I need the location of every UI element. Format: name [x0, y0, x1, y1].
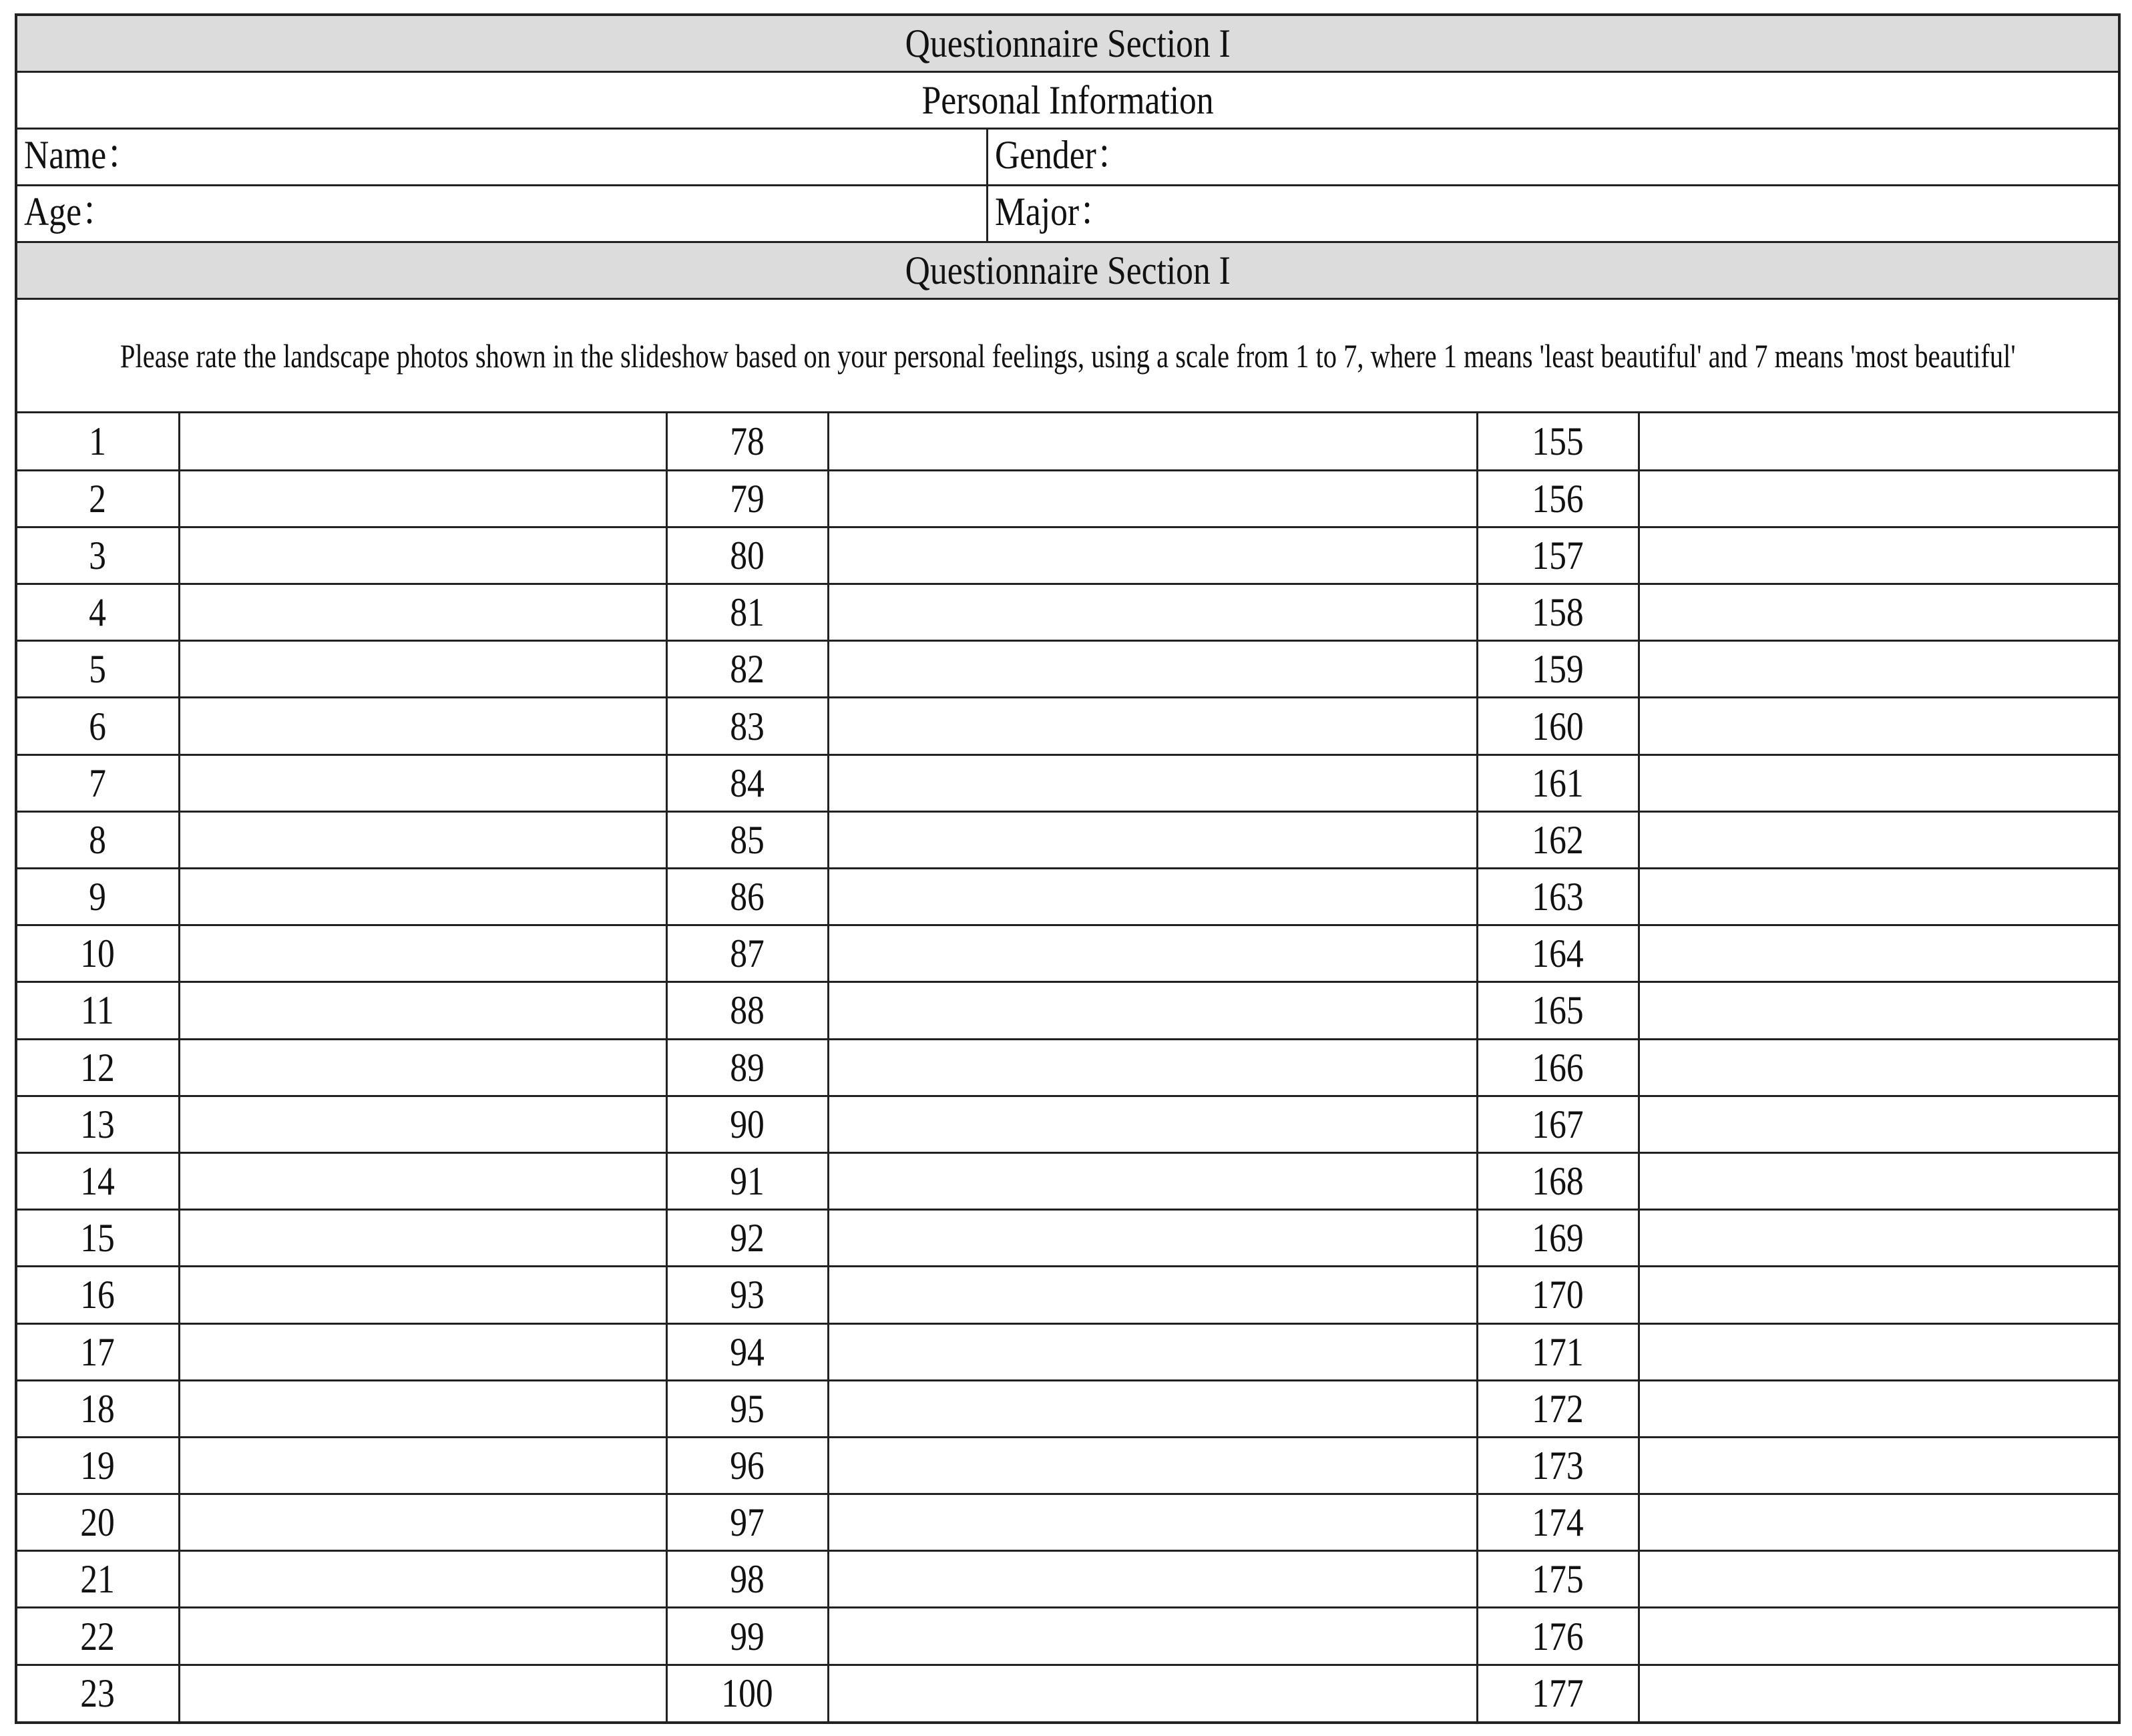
rating-entry-cell[interactable]: [179, 584, 666, 641]
rating-table-body: [17, 413, 2118, 1721]
photo-number: 5: [89, 647, 107, 692]
photo-number: 166: [1532, 1045, 1584, 1090]
photo-number: 170: [1532, 1273, 1584, 1317]
rating-entry-cell[interactable]: [1639, 1096, 2118, 1152]
photo-number: 10: [80, 931, 116, 976]
rating-entry-cell[interactable]: [828, 698, 1477, 754]
table-row: [17, 811, 2118, 868]
photo-number-cell: [666, 584, 828, 641]
photo-number-cell: [1477, 1039, 1639, 1096]
table-row: [17, 1665, 2118, 1721]
photo-number: 3: [89, 533, 107, 578]
photo-number-cell: [1477, 1494, 1639, 1551]
photo-number-cell: [17, 982, 179, 1039]
photo-number-cell: [1477, 1152, 1639, 1209]
personal-info-band: [17, 73, 2118, 130]
photo-number-cell: [17, 1437, 179, 1494]
age-label: Age：: [24, 190, 116, 234]
photo-number: 159: [1532, 647, 1584, 692]
rating-entry-cell[interactable]: [179, 925, 666, 982]
section-title-band-2: [17, 243, 2118, 300]
table-row: [17, 869, 2118, 925]
rating-entry-cell[interactable]: [1639, 1267, 2118, 1323]
photo-number-cell: [17, 698, 179, 754]
photo-number-cell: [17, 1380, 179, 1437]
photo-number: 100: [721, 1671, 773, 1716]
rating-entry-cell[interactable]: [179, 1323, 666, 1380]
instruction-text: Please rate the landscape photos shown in the slideshow based on your personal feelings, using a scale from 1 to 7, where 1 means 'least beautiful' and 7 means 'most beautiful': [120, 337, 2016, 375]
photo-number: 81: [730, 590, 765, 635]
table-row: [17, 641, 2118, 698]
rating-entry-cell[interactable]: [828, 1210, 1477, 1267]
photo-number-cell: [1477, 1210, 1639, 1267]
rating-entry-cell[interactable]: [179, 1551, 666, 1608]
major-label: Major：: [995, 190, 1114, 234]
photo-number: 18: [80, 1386, 116, 1431]
photo-number: 89: [730, 1045, 765, 1090]
photo-number: 21: [80, 1557, 116, 1602]
table-row: [17, 1210, 2118, 1267]
rating-entry-cell[interactable]: [1639, 470, 2118, 527]
table-row: [17, 1608, 2118, 1665]
photo-number: 82: [730, 647, 765, 692]
rating-entry-cell[interactable]: [179, 1380, 666, 1437]
photo-number-cell: [17, 1152, 179, 1209]
photo-number: 99: [730, 1614, 765, 1659]
rating-entry-cell[interactable]: [179, 1494, 666, 1551]
photo-number-cell: [1477, 982, 1639, 1039]
rating-entry-cell[interactable]: [179, 1152, 666, 1209]
photo-number: 163: [1532, 875, 1584, 919]
photo-number-cell: [1477, 1323, 1639, 1380]
photo-number: 19: [80, 1443, 116, 1488]
rating-entry-cell[interactable]: [1639, 1494, 2118, 1551]
rating-entry-cell[interactable]: [1639, 1665, 2118, 1721]
rating-entry-cell[interactable]: [1639, 811, 2118, 868]
photo-number-cell: [17, 1665, 179, 1721]
rating-entry-cell[interactable]: [1639, 1152, 2118, 1209]
rating-entry-cell[interactable]: [828, 527, 1477, 584]
rating-entry-cell[interactable]: [179, 698, 666, 754]
questionnaire-sheet: [15, 13, 2121, 1724]
rating-entry-cell[interactable]: [179, 811, 666, 868]
photo-number: 13: [80, 1102, 116, 1146]
photo-number: 168: [1532, 1159, 1584, 1204]
photo-number-cell: [1477, 470, 1639, 527]
photo-number-cell: [1477, 698, 1639, 754]
rating-entry-cell[interactable]: [828, 1608, 1477, 1665]
rating-entry-cell[interactable]: [179, 641, 666, 698]
photo-number: 15: [80, 1216, 116, 1261]
photo-number-cell: [17, 754, 179, 811]
photo-number-cell: [17, 925, 179, 982]
rating-entry-cell[interactable]: [828, 1323, 1477, 1380]
name-field[interactable]: [17, 130, 988, 184]
rating-entry-cell[interactable]: [828, 754, 1477, 811]
photo-number: 80: [730, 533, 765, 578]
photo-number: 97: [730, 1500, 765, 1545]
photo-number-cell: [1477, 1437, 1639, 1494]
photo-number: 17: [80, 1329, 116, 1374]
photo-number: 12: [80, 1045, 116, 1090]
rating-entry-cell[interactable]: [179, 1267, 666, 1323]
photo-number-cell: [1477, 413, 1639, 470]
table-row: [17, 584, 2118, 641]
photo-number: 173: [1532, 1443, 1584, 1488]
photo-number: 9: [89, 875, 107, 919]
photo-number: 7: [89, 761, 107, 805]
name-label: Name：: [24, 133, 141, 177]
rating-entry-cell[interactable]: [179, 527, 666, 584]
rating-entry-cell[interactable]: [1639, 1323, 2118, 1380]
rating-entry-cell[interactable]: [828, 982, 1477, 1039]
photo-number-cell: [17, 584, 179, 641]
table-row: [17, 1551, 2118, 1608]
rating-entry-cell[interactable]: [828, 869, 1477, 925]
rating-entry-cell[interactable]: [179, 982, 666, 1039]
rating-entry-cell[interactable]: [828, 641, 1477, 698]
photo-number: 177: [1532, 1671, 1584, 1716]
rating-entry-cell[interactable]: [1639, 1437, 2118, 1494]
rating-entry-cell[interactable]: [179, 1665, 666, 1721]
rating-entry-cell[interactable]: [1639, 1380, 2118, 1437]
photo-number-cell: [1477, 1096, 1639, 1152]
rating-entry-cell[interactable]: [1639, 1551, 2118, 1608]
photo-number-cell: [17, 641, 179, 698]
photo-number-cell: [666, 1210, 828, 1267]
rating-entry-cell[interactable]: [1639, 1210, 2118, 1267]
rating-entry-cell[interactable]: [1639, 982, 2118, 1039]
rating-entry-cell[interactable]: [179, 1608, 666, 1665]
rating-entry-cell[interactable]: [179, 1096, 666, 1152]
photo-number-cell: [666, 413, 828, 470]
photo-number-cell: [666, 470, 828, 527]
photo-number: 2: [89, 476, 107, 521]
photo-number-cell: [666, 1323, 828, 1380]
photo-number-cell: [17, 1096, 179, 1152]
gender-field[interactable]: [988, 130, 2118, 184]
photo-number-cell: [1477, 1608, 1639, 1665]
rating-entry-cell[interactable]: [828, 413, 1477, 470]
photo-number-cell: [1477, 869, 1639, 925]
photo-number: 171: [1532, 1329, 1584, 1374]
photo-number: 92: [730, 1216, 765, 1261]
rating-entry-cell[interactable]: [828, 1551, 1477, 1608]
photo-number-cell: [666, 1608, 828, 1665]
rating-entry-cell[interactable]: [179, 1437, 666, 1494]
photo-number: 96: [730, 1443, 765, 1488]
table-row: [17, 1267, 2118, 1323]
photo-number: 85: [730, 817, 765, 862]
photo-number-cell: [17, 1494, 179, 1551]
photo-number-cell: [666, 754, 828, 811]
photo-number-cell: [666, 1494, 828, 1551]
photo-number: 20: [80, 1500, 116, 1545]
rating-entry-cell[interactable]: [179, 869, 666, 925]
photo-number: 95: [730, 1386, 765, 1431]
rating-entry-cell[interactable]: [828, 1437, 1477, 1494]
photo-number: 6: [89, 704, 107, 748]
photo-number-cell: [17, 1039, 179, 1096]
photo-number-cell: [666, 1665, 828, 1721]
rating-entry-cell[interactable]: [1639, 754, 2118, 811]
photo-number-cell: [17, 527, 179, 584]
photo-number: 172: [1532, 1386, 1584, 1431]
rating-entry-cell[interactable]: [1639, 413, 2118, 470]
photo-number-cell: [17, 1267, 179, 1323]
rating-entry-cell[interactable]: [828, 1267, 1477, 1323]
rating-entry-cell[interactable]: [1639, 1039, 2118, 1096]
rating-entry-cell[interactable]: [179, 1039, 666, 1096]
photo-number: 167: [1532, 1102, 1584, 1146]
section-title: Questionnaire Section I: [905, 21, 1231, 65]
photo-number: 1: [89, 419, 107, 463]
photo-number: 157: [1532, 533, 1584, 578]
photo-number-cell: [666, 1152, 828, 1209]
photo-number: 165: [1532, 988, 1584, 1033]
rating-entry-cell[interactable]: [828, 1665, 1477, 1721]
photo-number: 169: [1532, 1216, 1584, 1261]
rating-entry-cell[interactable]: [1639, 925, 2118, 982]
photo-number-cell: [1477, 1551, 1639, 1608]
photo-number-cell: [666, 527, 828, 584]
photo-number: 84: [730, 761, 765, 805]
photo-number: 156: [1532, 476, 1584, 521]
rating-entry-cell[interactable]: [828, 811, 1477, 868]
rating-entry-cell[interactable]: [179, 470, 666, 527]
photo-number-cell: [666, 869, 828, 925]
personal-info-title: Personal Information: [921, 77, 1214, 122]
photo-number-cell: [1477, 811, 1639, 868]
photo-number: 176: [1532, 1614, 1584, 1659]
table-row: [17, 1380, 2118, 1437]
table-row: [17, 698, 2118, 754]
table-row: [17, 470, 2118, 527]
photo-number: 14: [80, 1159, 116, 1204]
info-row-age-major: [17, 186, 2118, 243]
photo-number: 164: [1532, 931, 1584, 976]
instruction-row: [17, 300, 2118, 413]
photo-number: 90: [730, 1102, 765, 1146]
rating-entry-cell[interactable]: [179, 1210, 666, 1267]
rating-entry-cell[interactable]: [1639, 641, 2118, 698]
photo-number: 91: [730, 1159, 765, 1204]
rating-entry-cell[interactable]: [828, 470, 1477, 527]
photo-number-cell: [17, 1323, 179, 1380]
rating-entry-cell[interactable]: [179, 413, 666, 470]
photo-number: 93: [730, 1273, 765, 1317]
table-row: [17, 1494, 2118, 1551]
photo-number-cell: [17, 1551, 179, 1608]
photo-number: 161: [1532, 761, 1584, 805]
rating-entry-cell[interactable]: [179, 754, 666, 811]
photo-number-cell: [666, 982, 828, 1039]
photo-number-cell: [1477, 754, 1639, 811]
rating-entry-cell[interactable]: [828, 1039, 1477, 1096]
photo-number: 88: [730, 988, 765, 1033]
photo-number-cell: [17, 1210, 179, 1267]
photo-number: 4: [89, 590, 107, 635]
photo-number-cell: [17, 470, 179, 527]
rating-entry-cell[interactable]: [1639, 584, 2118, 641]
table-row: [17, 1096, 2118, 1152]
photo-number-cell: [666, 1267, 828, 1323]
age-field[interactable]: [17, 186, 988, 241]
photo-number: 79: [730, 476, 765, 521]
table-row: [17, 413, 2118, 470]
photo-number: 162: [1532, 817, 1584, 862]
table-row: [17, 1152, 2118, 1209]
table-row: [17, 925, 2118, 982]
photo-number-cell: [666, 1380, 828, 1437]
rating-entry-cell[interactable]: [828, 584, 1477, 641]
photo-number-cell: [666, 641, 828, 698]
photo-number-cell: [666, 1551, 828, 1608]
photo-number: 22: [80, 1614, 116, 1659]
photo-number-cell: [1477, 527, 1639, 584]
photo-number-cell: [17, 811, 179, 868]
photo-number-cell: [666, 1437, 828, 1494]
table-row: [17, 982, 2118, 1039]
info-row-name-gender: [17, 130, 2118, 186]
photo-number: 160: [1532, 704, 1584, 748]
table-row: [17, 1323, 2118, 1380]
photo-number-cell: [666, 811, 828, 868]
table-row: [17, 527, 2118, 584]
rating-entry-cell[interactable]: [1639, 527, 2118, 584]
rating-entry-cell[interactable]: [828, 1152, 1477, 1209]
table-row: [17, 1039, 2118, 1096]
photo-number: 86: [730, 875, 765, 919]
photo-number: 98: [730, 1557, 765, 1602]
photo-number: 155: [1532, 419, 1584, 463]
section-title-band: [17, 16, 2118, 73]
rating-entry-cell[interactable]: [828, 1380, 1477, 1437]
photo-number: 175: [1532, 1557, 1584, 1602]
section-title-2: Questionnaire Section I: [905, 248, 1231, 292]
photo-number: 23: [80, 1671, 116, 1716]
photo-number-cell: [666, 1039, 828, 1096]
photo-number-cell: [1477, 1665, 1639, 1721]
rating-entry-cell[interactable]: [1639, 869, 2118, 925]
photo-number: 83: [730, 704, 765, 748]
photo-number-cell: [1477, 584, 1639, 641]
photo-number: 87: [730, 931, 765, 976]
table-row: [17, 754, 2118, 811]
photo-number-cell: [1477, 1267, 1639, 1323]
photo-number: 94: [730, 1329, 765, 1374]
photo-number: 174: [1532, 1500, 1584, 1545]
photo-number-cell: [666, 1096, 828, 1152]
photo-number: 158: [1532, 590, 1584, 635]
photo-number: 16: [80, 1273, 116, 1317]
photo-number-cell: [666, 698, 828, 754]
photo-number-cell: [17, 869, 179, 925]
photo-number-cell: [1477, 925, 1639, 982]
rating-entry-cell[interactable]: [828, 1096, 1477, 1152]
photo-number-cell: [17, 413, 179, 470]
photo-number-cell: [1477, 641, 1639, 698]
rating-entry-cell[interactable]: [1639, 1608, 2118, 1665]
rating-table: [17, 413, 2118, 1721]
gender-label: Gender：: [995, 133, 1131, 177]
rating-entry-cell[interactable]: [828, 1494, 1477, 1551]
major-field[interactable]: [988, 186, 2118, 241]
photo-number: 78: [730, 419, 765, 463]
photo-number: 11: [81, 988, 115, 1033]
photo-number-cell: [1477, 1380, 1639, 1437]
rating-entry-cell[interactable]: [828, 925, 1477, 982]
photo-number-cell: [666, 925, 828, 982]
photo-number-cell: [17, 1608, 179, 1665]
table-row: [17, 1437, 2118, 1494]
rating-entry-cell[interactable]: [1639, 698, 2118, 754]
photo-number: 8: [89, 817, 107, 862]
